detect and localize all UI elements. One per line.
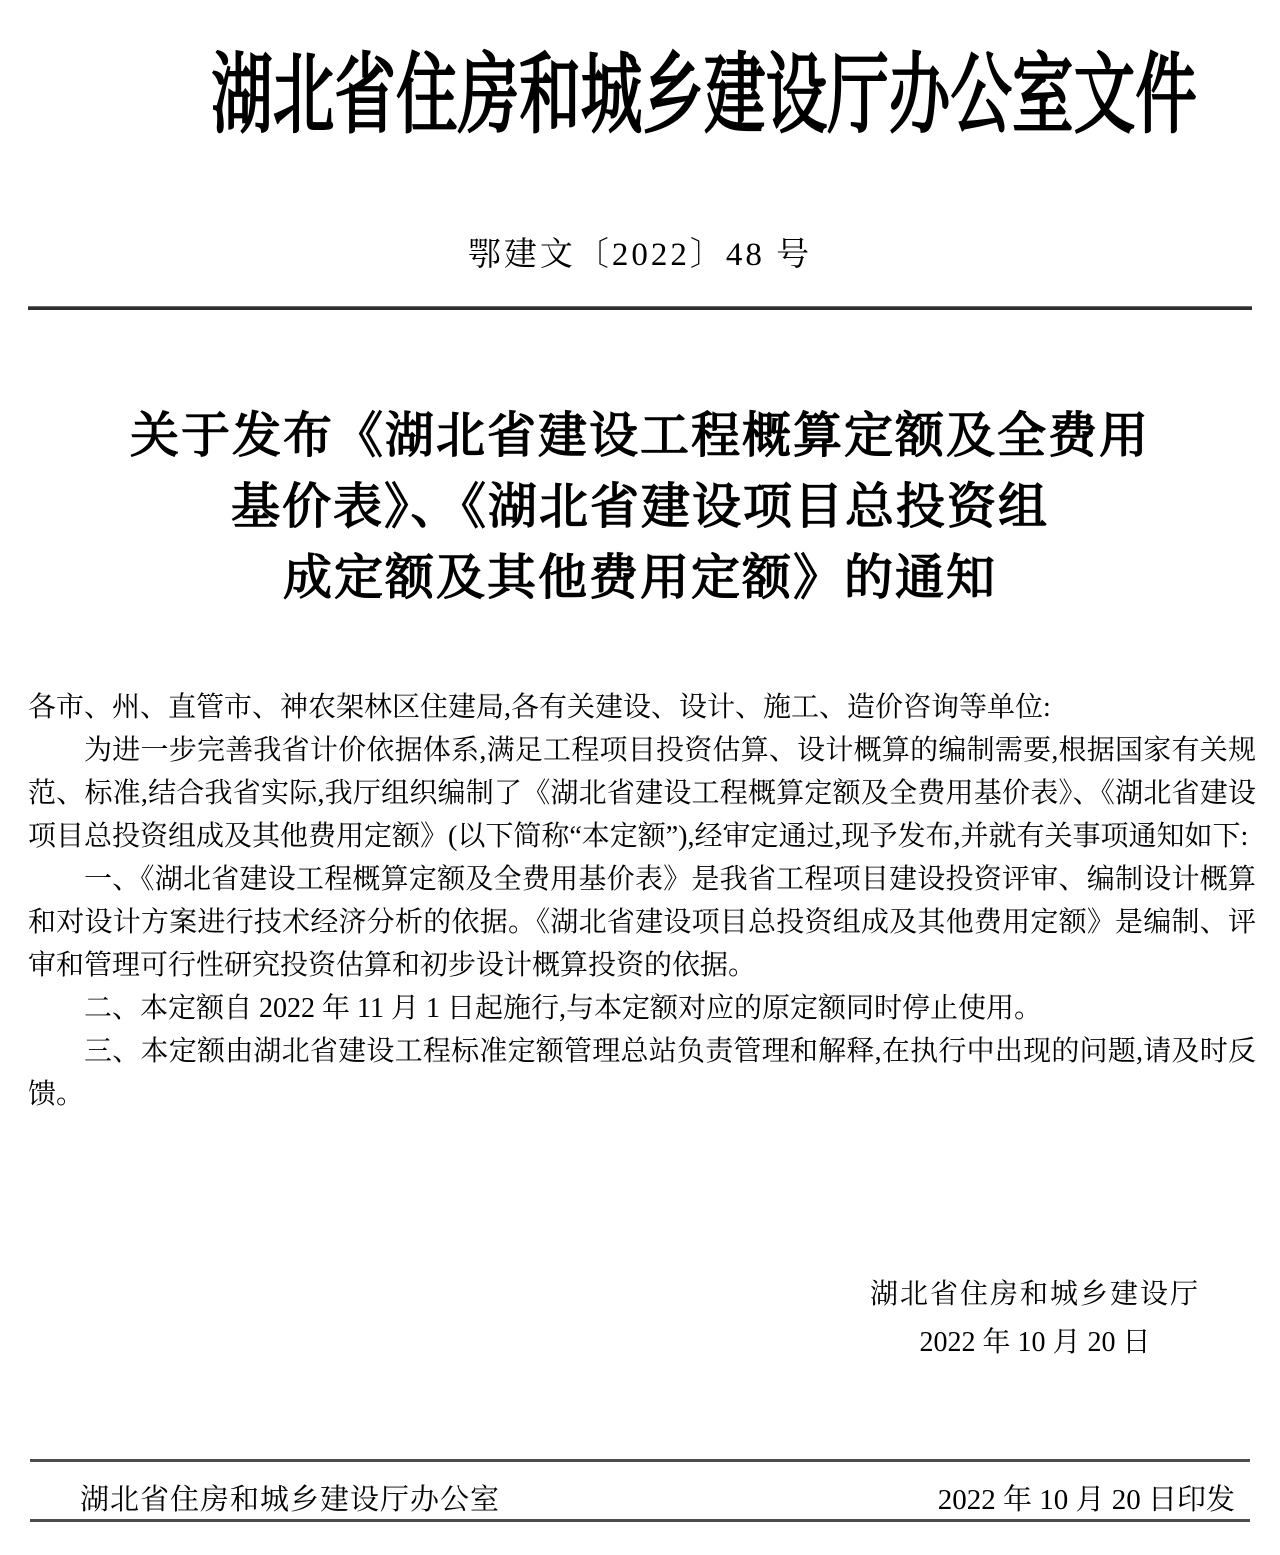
letterhead-title [0, 42, 1280, 152]
notice-title-line-2: 基价表》、《湖北省建设项目总投资组 [230, 480, 1049, 534]
document-body [28, 686, 1256, 1116]
footer-top-rule [30, 1459, 1250, 1462]
notice-title-line-3: 成定额及其他费用定额》的通知 [282, 551, 997, 605]
letterhead-divider-rule [28, 306, 1252, 310]
body-paragraph-3: 二、本定额自 2022 年 11 月 1 日起施行,与本定额对应的原定额同时停止使用。 [84, 993, 1042, 1024]
signature-organization: 湖北省住房和城乡建设厅 [869, 1279, 1200, 1310]
signature-block [870, 1271, 1200, 1367]
footer-print-date: 2022 年 10 月 20 日印发 [937, 1484, 1235, 1516]
signature-date: 2022 年 10 月 20 日 [919, 1327, 1151, 1358]
document-number: 鄂建文〔2022〕48 号 [467, 237, 813, 273]
footer-issuing-office: 湖北省住房和城乡建设厅办公室 [80, 1484, 501, 1516]
body-paragraph-4: 三、本定额由湖北省建设工程标准定额管理总站负责管理和解释,在执行中出现的问题,请及时反馈。 [28, 1036, 1256, 1110]
body-paragraph-2: 一、《湖北省建设工程概算定额及全费用基价表》是我省工程项目建设投资评审、编制设计概算和对设计方案进行技术经济分析的依据。《湖北省建设项目总投资组成及其他费用定额》是编制、评审和管理可行性研究投资估算和初步设计概算投资的依据。 [28, 864, 1256, 981]
letterhead-title-text: 湖北省住房和城乡建设厅办公室文件 [211, 48, 1197, 145]
notice-title [0, 401, 1280, 614]
notice-title-line-1: 关于发布《湖北省建设工程概算定额及全费用 [129, 409, 1150, 463]
footer-bottom-rule [30, 1519, 1250, 1522]
body-paragraph-1: 为进一步完善我省计价依据体系,满足工程项目投资估算、设计概算的编制需要,根据国家有关规范、标准,结合我省实际,我厅组织编制了《湖北省建设工程概算定额及全费用基价表》、《湖北省建设项目总投资组成及其他费用定额》(以下简称“本定额”),经审定通过,现予发布,并就有关事项通知如下: [28, 735, 1256, 852]
salutation-line: 各市、州、直管市、神农架林区住建局,各有关建设、设计、施工、造价咨询等单位: [28, 692, 1051, 723]
